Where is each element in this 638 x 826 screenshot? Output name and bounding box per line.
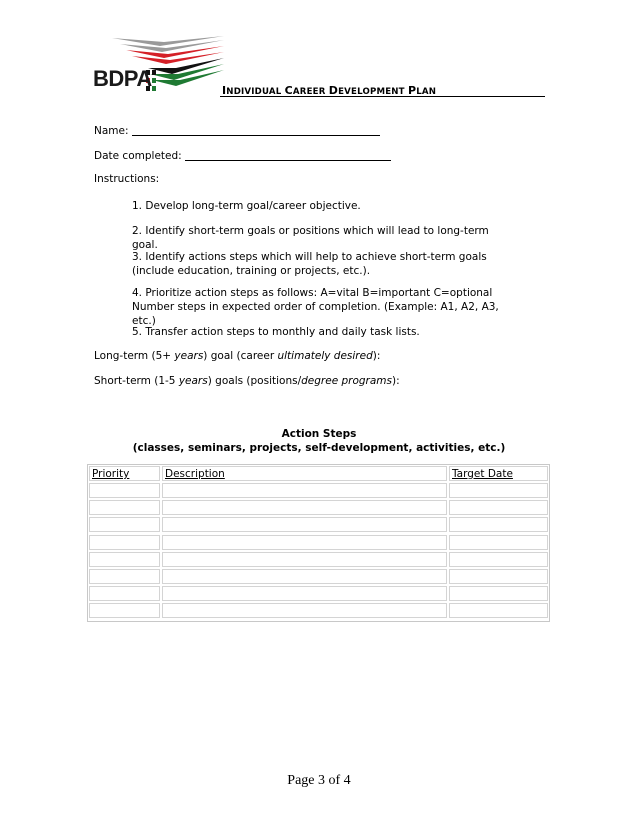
description-cell[interactable] [162, 535, 447, 550]
priority-cell[interactable] [89, 535, 160, 550]
logo-square [152, 78, 156, 83]
instruction-step-4: 4. Prioritize action steps as follows: A=vital B=important C=optional [132, 287, 493, 299]
date-completed-label: Date completed: [94, 150, 182, 162]
name-label: Name: [94, 125, 129, 137]
target-date-cell[interactable] [449, 500, 548, 515]
title-word-3: DEVELOPMENT [328, 84, 408, 97]
target-date-cell[interactable] [449, 586, 548, 601]
description-cell[interactable] [162, 517, 447, 532]
column-header-priority: Priority [89, 466, 160, 481]
target-date-cell[interactable] [449, 603, 548, 618]
logo-square [152, 70, 156, 75]
instruction-step-2: 2. Identify short-term goals or positions which will lead to long-term goal. [132, 225, 489, 251]
action-steps-title: Action Steps [281, 428, 357, 440]
title-word-1: INDIVIDUAL [222, 84, 285, 97]
description-cell[interactable] [162, 483, 447, 498]
title-word-2: CAREER [284, 84, 329, 97]
description-cell[interactable] [162, 569, 447, 584]
priority-cell[interactable] [89, 552, 160, 567]
description-cell[interactable] [162, 500, 447, 515]
instructions-label: Instructions: [94, 173, 160, 185]
title-word-4: PLAN [407, 84, 437, 97]
name-blank[interactable] [132, 135, 380, 136]
date-completed-field [94, 150, 391, 162]
priority-cell[interactable] [89, 500, 160, 515]
date-completed-blank[interactable] [185, 160, 391, 161]
priority-cell[interactable] [89, 483, 160, 498]
instruction-step-3: 3. Identify actions steps which will help to achieve short-term goals (include education, training or projects, etc.). [132, 251, 487, 277]
name-field [94, 125, 380, 137]
priority-cell[interactable] [89, 569, 160, 584]
priority-cell[interactable] [89, 586, 160, 601]
description-cell[interactable] [162, 603, 447, 618]
priority-cell[interactable] [89, 603, 160, 618]
target-date-cell[interactable] [449, 517, 548, 532]
description-cell[interactable] [162, 552, 447, 567]
short-term-goals-label: Short-term (1-5 years) goals (positions/degree programs): [94, 375, 400, 387]
description-cell[interactable] [162, 586, 447, 601]
instruction-step-4-detail: Number steps in expected order of completion. (Example: A1, A2, A3, etc.) [132, 301, 499, 327]
action-steps-subtitle: (classes, seminars, projects, self-development, activities, etc.) [132, 442, 506, 454]
page-number: Page 3 of 4 [287, 773, 351, 788]
column-header-target-date: Target Date [449, 466, 548, 481]
logo-square [152, 86, 156, 91]
target-date-cell[interactable] [449, 552, 548, 567]
action-steps-heading [94, 427, 544, 455]
target-date-cell[interactable] [449, 569, 548, 584]
instruction-step-1: 1. Develop long-term goal/career objective. [132, 200, 361, 212]
bdpa-logo-text: BDPA [93, 66, 152, 91]
priority-cell[interactable] [89, 517, 160, 532]
long-term-goal-label: Long-term (5+ years) goal (career ultimately desired): [94, 350, 381, 362]
target-date-cell[interactable] [449, 483, 548, 498]
column-header-description: Description [162, 466, 447, 481]
action-steps-table [87, 464, 550, 622]
target-date-cell[interactable] [449, 535, 548, 550]
logo-stripe [112, 36, 224, 46]
instruction-step-5: 5. Transfer action steps to monthly and daily task lists. [132, 326, 420, 338]
header-rule [220, 96, 545, 97]
